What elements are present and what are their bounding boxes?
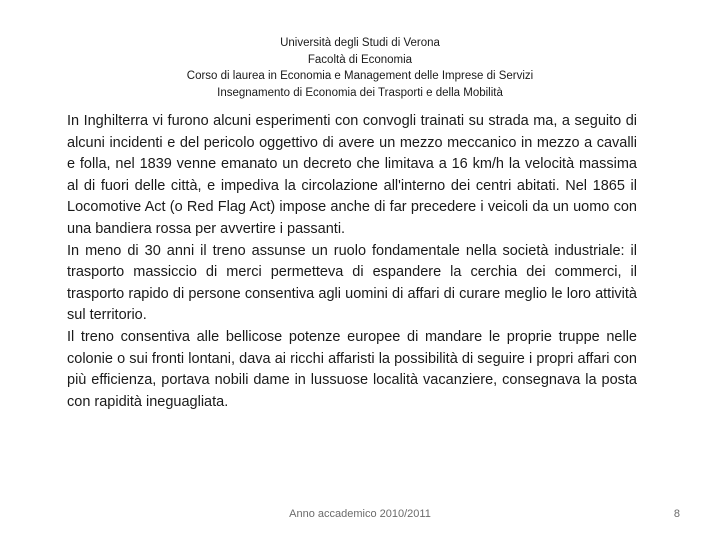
faculty-name: Facoltà di Economia bbox=[307, 53, 413, 66]
slide-header bbox=[0, 35, 720, 101]
paragraph-industrial-society: In meno di 30 anni il treno assunse un ruolo fondamentale nella società industriale: il trasporto massiccio di merci permetteva di espandere la cerchia dei commerci, il trasporto rapido di persone consentiva agli uomini di affari di curare meglio le loro attività sul territorio. bbox=[67, 242, 637, 324]
paragraph-european-powers: Il treno consentiva alle bellicose potenze europee di mandare le proprie truppe nelle colonie o sui fronti lontani, dava ai ricchi affaristi la possibilità di seguire i propri affari con più efficienza, portava nobili dame in lussuose località vacanziere, consegnava la posta con rapidità ineguagliata. bbox=[67, 328, 637, 410]
teaching-name: Insegnamento di Economia dei Trasporti e della Mobilità bbox=[217, 86, 503, 99]
page-number: 8 bbox=[673, 508, 680, 520]
university-name: Università degli Studi di Verona bbox=[280, 37, 440, 49]
slide-body-text bbox=[67, 111, 637, 413]
paragraph-england: In Inghilterra vi furono alcuni esperimenti con convogli trainati su strada ma, a seguito di alcuni incidenti e del pericolo oggettivo di avere un mezzo meccanico in mezzo a cavalli e folla, nel 1839 venne emanato un decreto che limitava a 16 km/h la velocità massima al di fuori delle città, e impediva la circolazione all'interno dei centri abitati. Nel 1865 il Locomotive Act (o Red Flag Act) impose anche di far precedere i veicoli da un uomo con una bandiera rossa per avvertire i passanti. bbox=[67, 113, 637, 237]
footer-academic-year: Anno accademico 2010/2011 bbox=[289, 508, 431, 520]
course-name: Corso di laurea in Economia e Management delle Imprese di Servizi bbox=[186, 70, 534, 82]
